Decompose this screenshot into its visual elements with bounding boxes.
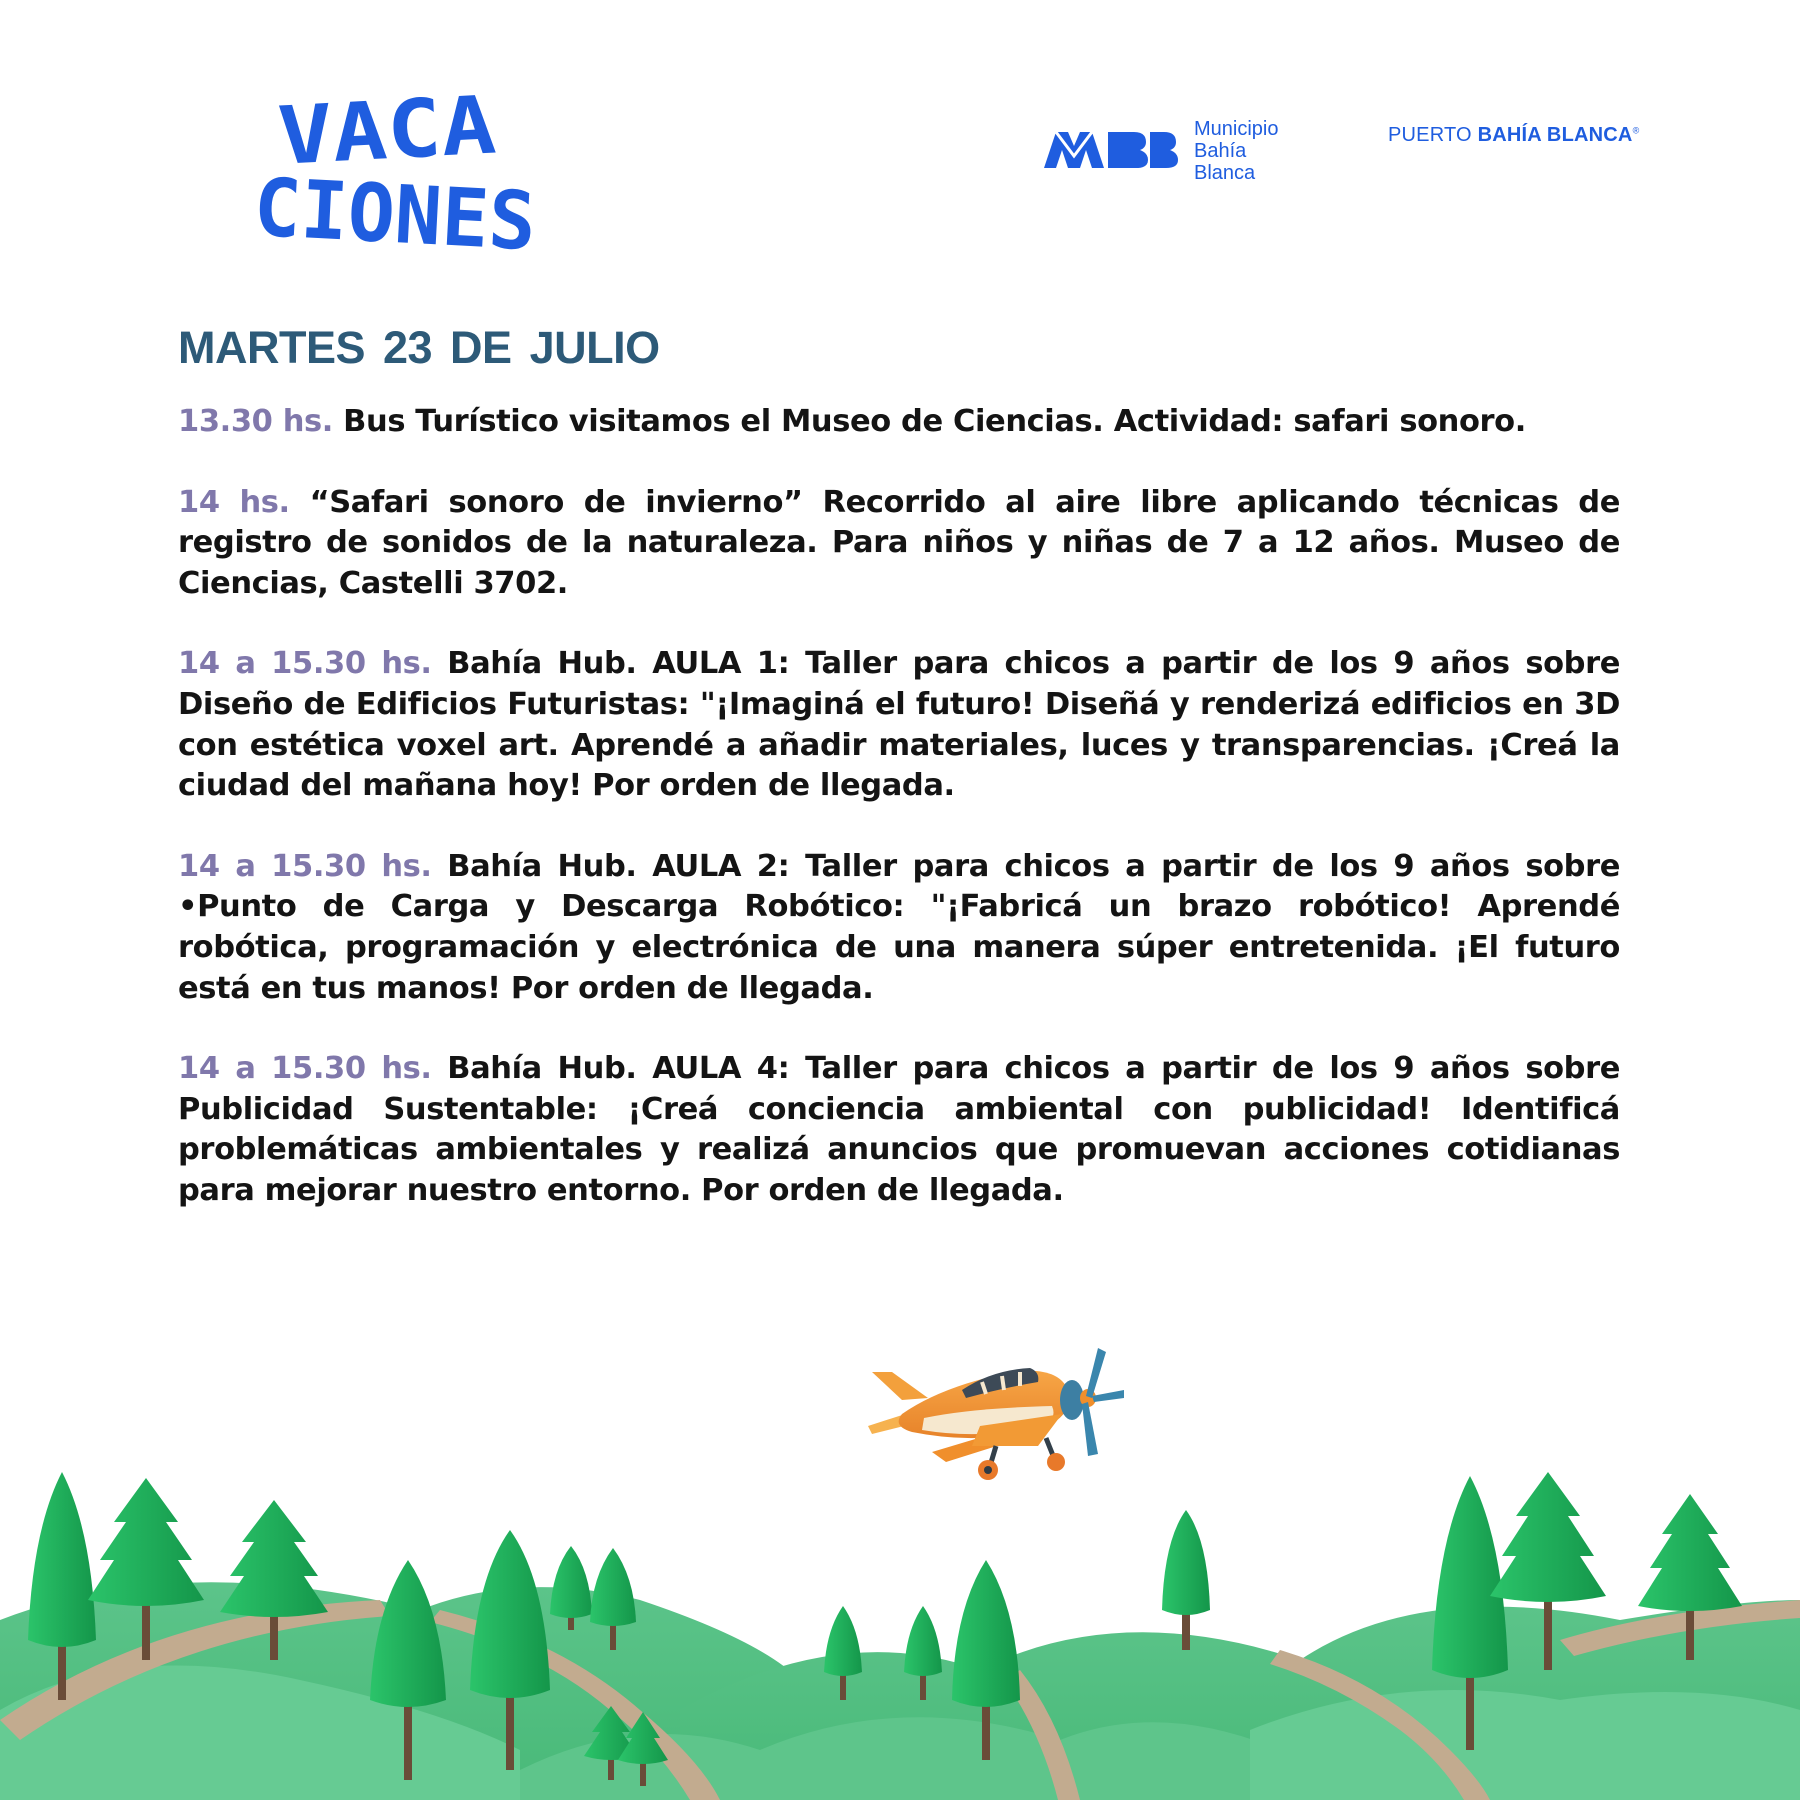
event-time: 14 a 15.30 hs. bbox=[178, 1051, 432, 1087]
schedule-item bbox=[178, 483, 1620, 605]
event-description: Bus Turístico visitamos el Museo de Ciencias. Actividad: safari sonoro. bbox=[343, 404, 1526, 439]
vacaciones-logo-line-2: CIONES bbox=[251, 160, 546, 269]
schedule-item bbox=[178, 1049, 1620, 1211]
schedule-item bbox=[178, 644, 1620, 806]
registered-mark: ® bbox=[1632, 125, 1640, 136]
municipio-logo-word-3: Blanca bbox=[1194, 162, 1256, 184]
puerto-bahia-blanca-logo bbox=[1388, 124, 1639, 147]
municipio-logo bbox=[1042, 116, 1278, 186]
event-description: Bahía Hub. AULA 4: Taller para chicos a partir de los 9 años sobre Publicidad Sustentable: ¡Creá conciencia ambiental con publicidad! Identificá problemáticas ambientales y realizá anuncios que promuevan acciones cotidianas para mejorar nuestro entorno. Por orden de llegada. bbox=[178, 1051, 1620, 1208]
event-description: Bahía Hub. AULA 1: Taller para chicos a partir de los 9 años sobre Diseño de Edificios Futuristas: "¡Imaginá el futuro! Diseñá y renderizá edificios en 3D con estética voxel art. Aprendé a añadir materiales, luces y transparencias. ¡Creá la ciudad del mañana hoy! Por orden de llegada. bbox=[178, 646, 1620, 804]
tree-icon bbox=[1162, 1510, 1210, 1650]
vacaciones-logo-line-1: VACA bbox=[275, 79, 473, 183]
page-title: MARTES 23 DE JULIO bbox=[178, 322, 660, 373]
event-description: Bahía Hub. AULA 2: Taller para chicos a partir de los 9 años sobre •Punto de Carga y Descarga Robótico: "¡Fabricá un brazo robótico! Aprendé robótica, programación y electrónica de una manera súper entretenida. ¡El futuro está en tus manos! Por orden de llegada. bbox=[178, 848, 1620, 1006]
event-description: “Safari sonoro de invierno” Recorrido al aire libre aplicando técnicas de registro de sonidos de la naturaleza. Para niños y niñas de 7 a 12 años. Museo de Ciencias, Castelli 3702. bbox=[178, 484, 1620, 601]
event-time: 14 a 15.30 hs. bbox=[178, 646, 432, 682]
mbb-logo-mark bbox=[1042, 126, 1178, 176]
schedule-item bbox=[178, 402, 1620, 443]
municipio-logo-word-1: Municipio bbox=[1194, 118, 1279, 140]
puerto-logo-prefix: PUERTO bbox=[1388, 124, 1478, 146]
event-time: 14 hs. bbox=[178, 484, 290, 520]
hills-with-trees bbox=[0, 1450, 1800, 1800]
municipio-logo-word-2: Bahía bbox=[1194, 140, 1247, 162]
schedule-list bbox=[178, 402, 1620, 1252]
vacaciones-logo bbox=[250, 79, 550, 269]
puerto-logo-name: BAHÍA BLANCA bbox=[1477, 124, 1633, 146]
schedule-item bbox=[178, 847, 1620, 1009]
event-time: 14 a 15.30 hs. bbox=[178, 848, 432, 884]
event-time: 13.30 hs. bbox=[178, 404, 333, 439]
